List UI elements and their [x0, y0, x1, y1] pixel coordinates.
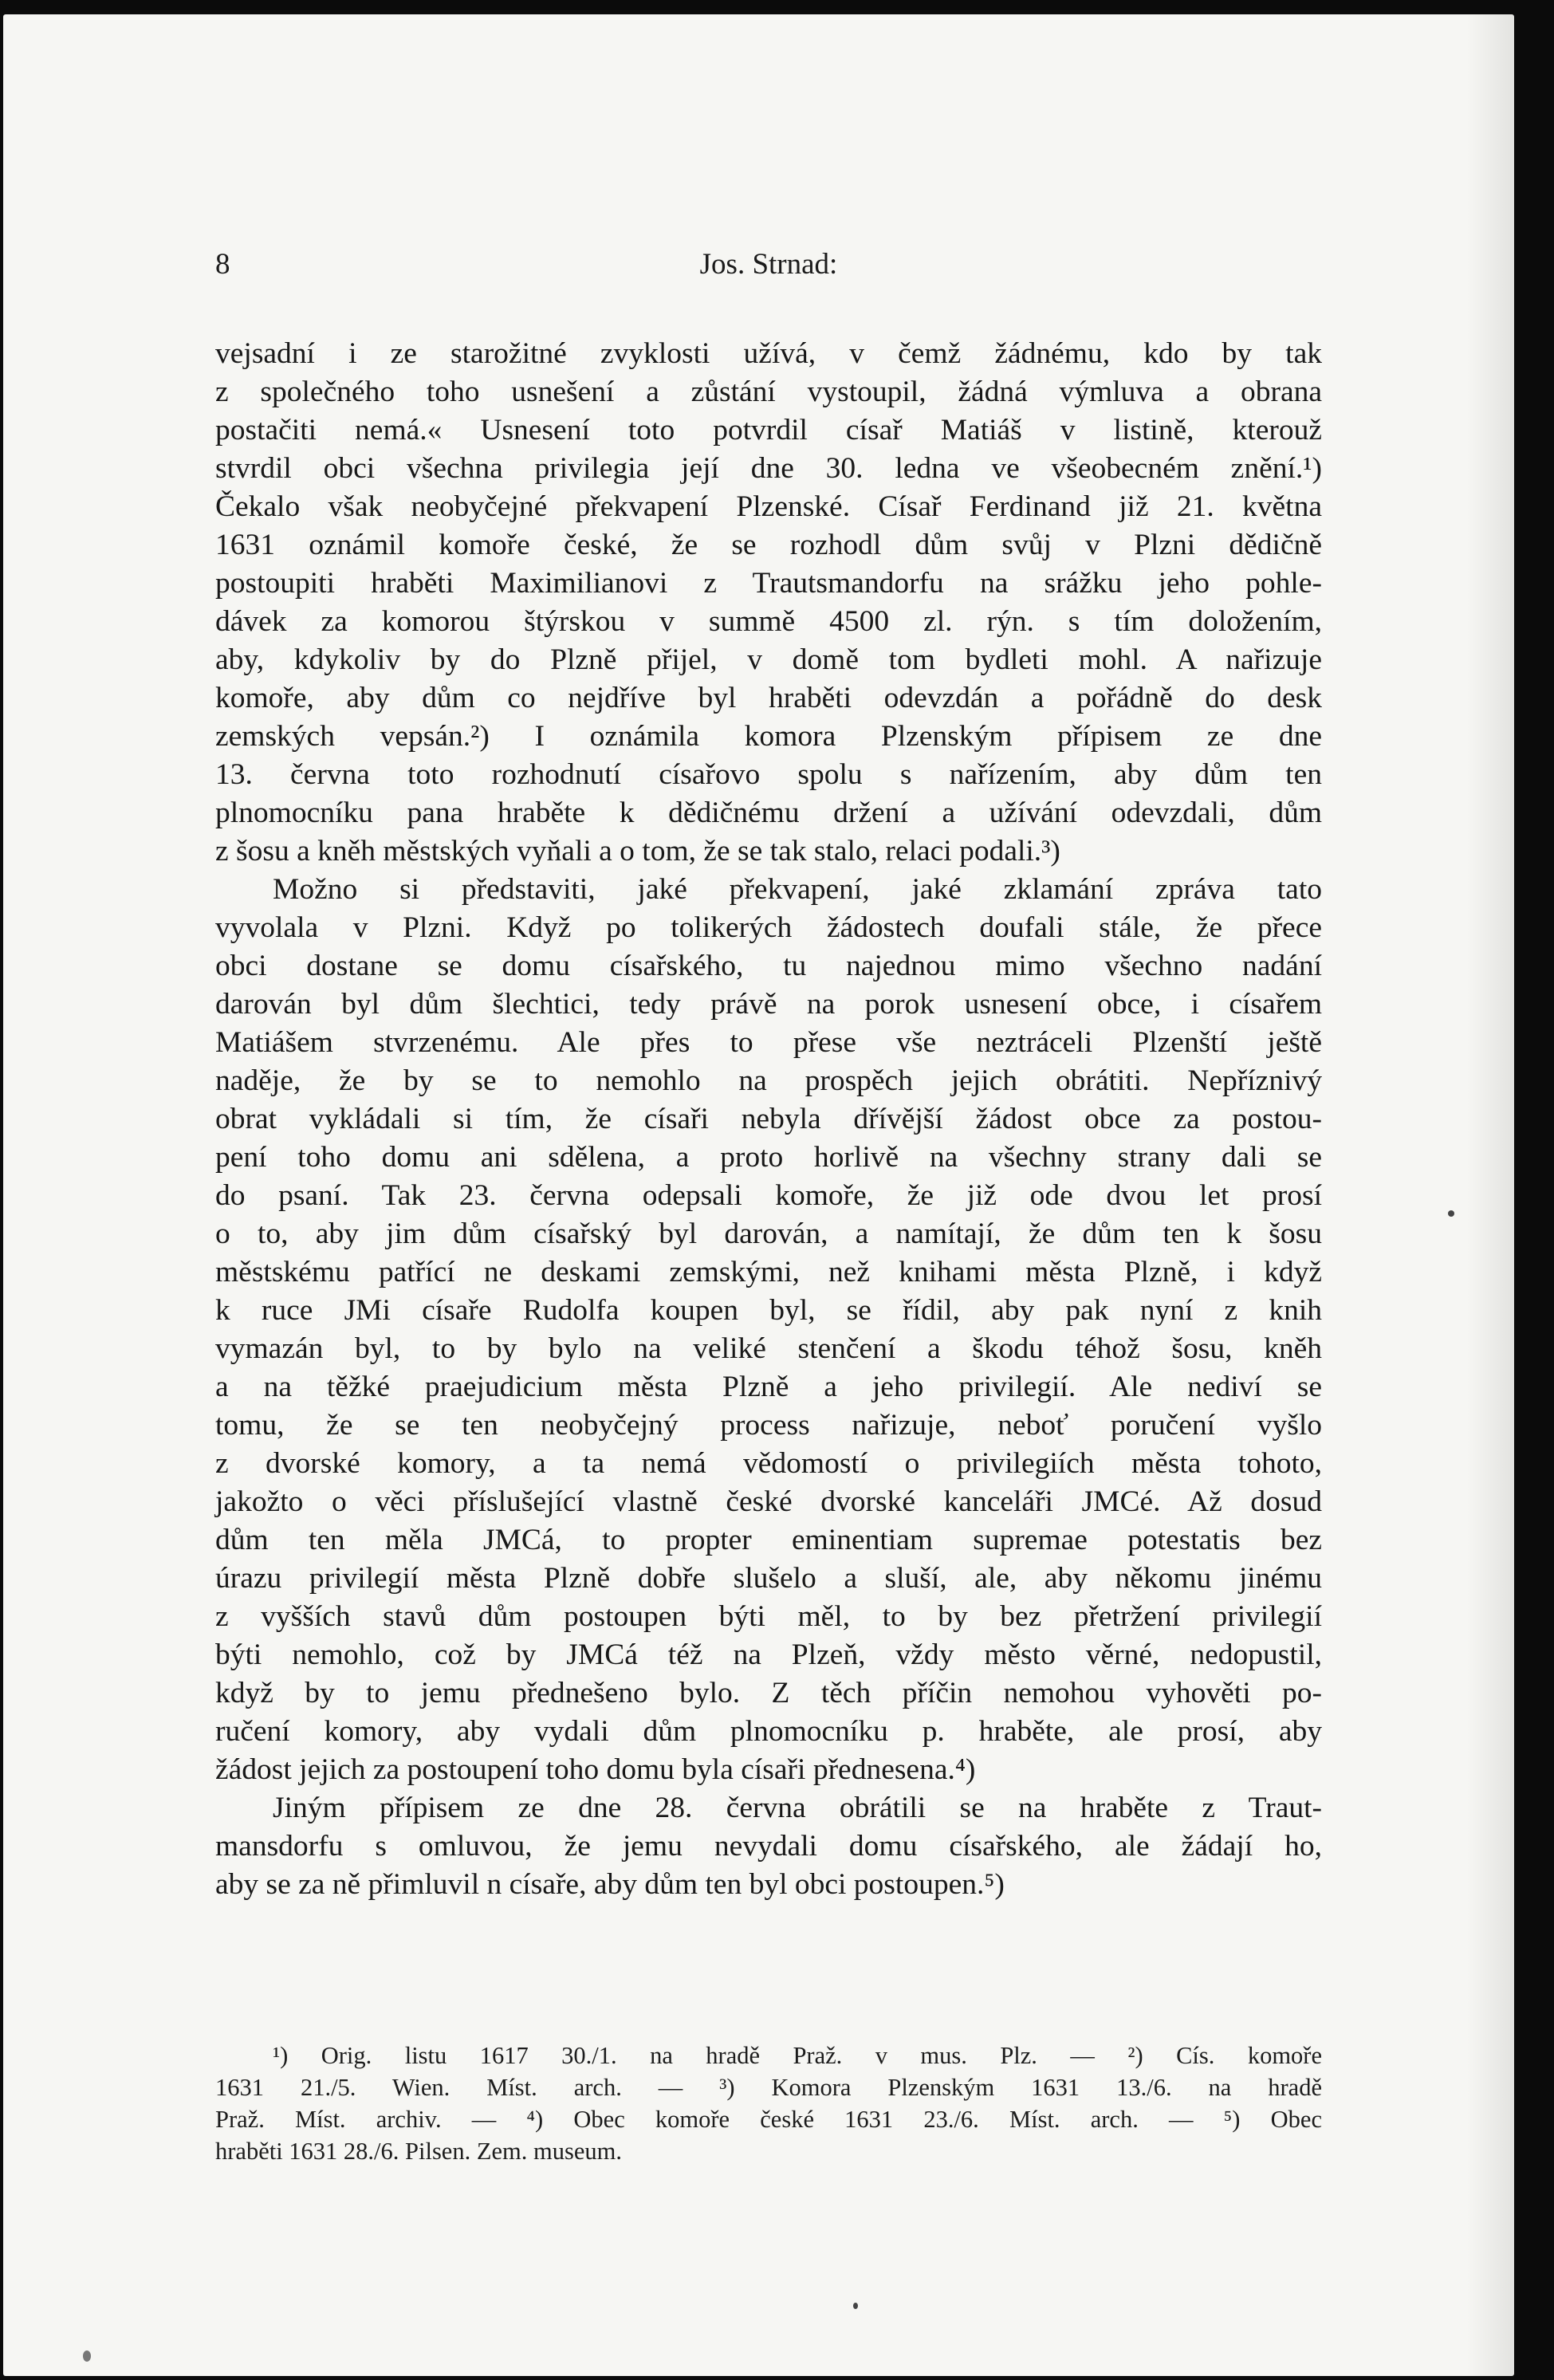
- text-line: ručení komory, aby vydali dům plnomocníku p. hraběte, ale prosí, aby: [215, 1715, 1322, 1748]
- text-line: žádost jejich za postoupení toho domu byla císaři přednesena.⁴): [215, 1753, 976, 1786]
- text-line: stvrdil obci všechna privilegia její dne 30. ledna ve všeobecném znění.¹): [215, 452, 1322, 485]
- text-line: úrazu privilegií města Plzně dobře slušelo a sluší, ale, aby někomu jinému: [215, 1562, 1322, 1595]
- running-head: Jos. Strnad:: [699, 248, 838, 281]
- text-line: Matiášem stvrzenému. Ale přes to přese vše neztráceli Plzenští ještě: [215, 1026, 1322, 1059]
- text-line: aby, kdykoliv by do Plzně přijel, v domě tom bydleti mohl. A nařizuje: [215, 643, 1322, 676]
- text-line: 13. června toto rozhodnutí císařovo spolu s nařízením, aby dům ten: [215, 758, 1322, 791]
- paragraph: [215, 871, 1322, 1789]
- text-line: mansdorfu s omluvou, že jemu nevydali domu císařského, ale žádají ho,: [215, 1830, 1322, 1863]
- text-line: tomu, že se ten neobyčejný process nařizuje, neboť poručení vyšlo: [215, 1409, 1322, 1442]
- footnotes: [215, 2040, 1322, 2167]
- text-line: 1631 oznámil komoře české, že se rozhodl dům svůj v Plzni dědičně: [215, 529, 1322, 561]
- text-line: a na těžké praejudicium města Plzně a jeho privilegií. Ale nediví se: [215, 1371, 1322, 1403]
- text-line: dům ten měla JMCá, to propter eminentiam supremae potestatis bez: [215, 1524, 1322, 1556]
- footnote-line: hraběti 1631 28./6. Pilsen. Zem. museum.: [215, 2138, 622, 2165]
- text-line: z společného toho usnešení a zůstání vystoupil, žádná výmluva a obrana: [215, 376, 1322, 408]
- page-header: [215, 247, 1322, 295]
- text-line: obci dostane se domu císařského, tu najednou mimo všechno nadání: [215, 950, 1322, 982]
- text-line: vymazán byl, to by bylo na veliké stenčení a škodu téhož šosu, kněh: [215, 1332, 1322, 1365]
- footnote-line: Praž. Míst. archiv. — ⁴) Obec komoře české 1631 23./6. Míst. arch. — ⁵) Obec: [215, 2106, 1322, 2133]
- paragraph: [215, 1789, 1322, 1904]
- text-line: dávek za komorou štýrskou v summě 4500 zl. rýn. s tím doložením,: [215, 605, 1322, 638]
- text-line: pení toho domu ani sdělena, a proto horlivě na všechny strany dali se: [215, 1141, 1322, 1174]
- text-line: aby se za ně přimluvil n císaře, aby dům ten byl obci postoupen.⁵): [215, 1868, 1005, 1901]
- text-line: z dvorské komory, a ta nemá vědomostí o privilegiích města tohoto,: [215, 1447, 1322, 1480]
- text-line: postoupiti hraběti Maximilianovi z Trautsmandorfu na srážku jeho pohle-: [215, 567, 1322, 600]
- paragraph: [215, 335, 1322, 871]
- body-text: [215, 335, 1322, 1904]
- text-line: Možno si představiti, jaké překvapení, jaké zklamání zpráva tato: [273, 873, 1322, 906]
- text-line: z vyšších stavů dům postoupen býti měl, to by bez přetržení privilegií: [215, 1600, 1322, 1633]
- text-line: když by to jemu přednešeno bylo. Z těch příčin nemohou vyhověti po-: [215, 1677, 1322, 1709]
- text-line: naděje, že by se to nemohlo na prospěch jejich obrátiti. Nepříznivý: [215, 1064, 1322, 1097]
- text-line: Čekalo však neobyčejné překvapení Plzenské. Císař Ferdinand již 21. května: [215, 490, 1322, 523]
- text-line: z šosu a kněh městských vyňali a o tom, že se tak stalo, relaci podali.³): [215, 835, 1060, 867]
- footnote-line: 1631 21./5. Wien. Míst. arch. — ³) Komora Plzenským 1631 13./6. na hradě: [215, 2074, 1322, 2101]
- text-line: vyvolala v Plzni. Když po tolikerých žádostech doufali stále, že přece: [215, 911, 1322, 944]
- text-line: městskému patřící ne deskami zemskými, než knihami města Plzně, i když: [215, 1256, 1322, 1288]
- book-page: [3, 14, 1514, 2376]
- text-line: k ruce JMi císaře Rudolfa koupen byl, se řídil, aby pak nyní z knih: [215, 1294, 1322, 1327]
- text-line: vejsadní i ze starožitné zvyklosti užívá, v čemž žádnému, kdo by tak: [215, 337, 1322, 370]
- text-line: býti nemohlo, což by JMCá též na Plzeň, vždy město věrné, nedopustil,: [215, 1638, 1322, 1671]
- text-line: komoře, aby dům co nejdříve byl hraběti odevzdán a pořádně do desk: [215, 682, 1322, 714]
- paper-speck: [853, 2303, 858, 2309]
- text-line: do psaní. Tak 23. června odepsali komoře, že již ode dvou let prosí: [215, 1179, 1322, 1212]
- paper-speck: [83, 2350, 91, 2362]
- paper-speck: [1448, 1210, 1454, 1217]
- text-line: darován byl dům šlechtici, tedy právě na porok usnesení obce, i císařem: [215, 988, 1322, 1021]
- text-line: o to, aby jim dům císařský byl darován, a namítají, že dům ten k šosu: [215, 1218, 1322, 1250]
- text-line: zemských vepsán.²) I oznámila komora Plzenským přípisem ze dne: [215, 720, 1322, 753]
- text-line: postačiti nemá.« Usnesení toto potvrdil císař Matiáš v listině, kterouž: [215, 414, 1322, 446]
- text-line: plnomocníku pana hraběte k dědičnému držení a užívání odevzdali, dům: [215, 797, 1322, 829]
- footnote-line: ¹) Orig. listu 1617 30./1. na hradě Praž. v mus. Plz. — ²) Cís. komoře: [273, 2042, 1322, 2069]
- page-number: 8: [215, 248, 230, 281]
- text-line: Jiným přípisem ze dne 28. června obrátili se na hraběte z Traut-: [273, 1792, 1322, 1824]
- scan-border: [1514, 0, 1554, 2380]
- text-line: obrat vykládali si tím, že císaři nebyla dřívější žádost obce za postou-: [215, 1103, 1322, 1135]
- text-line: jakožto o věci příslušející vlastně české dvorské kanceláři JMCé. Až dosud: [215, 1485, 1322, 1518]
